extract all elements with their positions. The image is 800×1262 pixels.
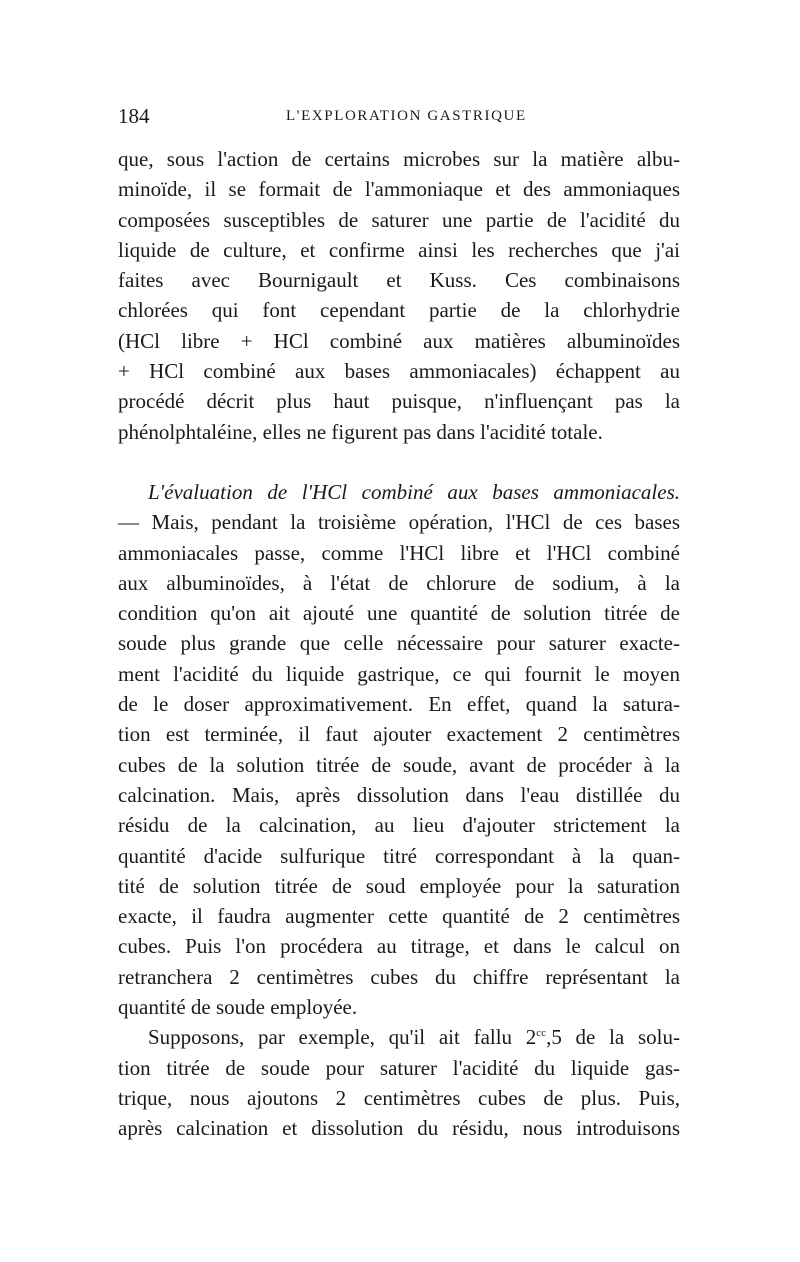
text-line: liquide de culture, et confirme ainsi les recherches que j'ai [118, 237, 680, 262]
text-line: après calcination et dissolution du résidu, nous introduisons [118, 1116, 680, 1141]
text-line: — Mais, pendant la troisième opération, l'HCl de ces bases [118, 510, 680, 535]
text-line: procédé décrit plus haut puisque, n'influençant pas la [118, 389, 680, 414]
text-line: de le doser approximativement. En effet, quand la satura- [118, 692, 680, 717]
running-title: L'EXPLORATION GASTRIQUE [286, 108, 527, 124]
text-line: condition qu'on ait ajouté une quantité de solution titrée de [118, 601, 680, 626]
text-line: quantité d'acide sulfurique titré correspondant à la quan- [118, 843, 680, 868]
text-line: que, sous l'action de certains microbes sur la matière albu- [118, 147, 680, 171]
superscript-unit: cc [536, 1027, 547, 1040]
text-fragment: ,5 de la solu- [546, 1025, 680, 1050]
text-line: retranchera 2 centimètres cubes du chiffre représentant la [118, 964, 680, 989]
paragraph-1 [118, 144, 680, 447]
text-line: quantité de soude employée. [118, 995, 358, 1020]
text-line: (HCl libre + HCl combiné aux matières albuminoïdes [118, 328, 680, 353]
text-line: composées susceptibles de saturer une partie de l'acidité du [118, 207, 680, 232]
text-line: cubes de la solution titrée de soude, avant de procéder à la [118, 752, 680, 777]
text-line: minoïde, il se formait de l'ammoniaque et des ammoniaques [118, 177, 680, 202]
book-page [118, 104, 680, 1144]
paragraph-3 [118, 1022, 680, 1143]
text-line: tion titrée de soude pour saturer l'acidité du liquide gas- [118, 1055, 680, 1080]
text-line: trique, nous ajoutons 2 centimètres cubes de plus. Puis, [118, 1085, 680, 1110]
text-line: exacte, il faudra augmenter cette quantité de 2 centimètres [118, 904, 680, 929]
page-number: 184 [118, 104, 150, 128]
text-line: ment l'acidité du liquide gastrique, ce qui fournit le moyen [118, 661, 680, 686]
text-line: phénolphtaléine, elles ne figurent pas dans l'acidité totale. [118, 419, 603, 444]
text-fragment: Supposons, par exemple, qu'il ait fallu 2 [148, 1025, 537, 1050]
paragraph-gap [118, 447, 680, 477]
text-line: tité de solution titrée de soud employée pour la saturation [118, 873, 680, 898]
text-line: calcination. Mais, après dissolution dans l'eau distillée du [118, 782, 680, 807]
text-line: aux albuminoïdes, à l'état de chlorure de sodium, à la [118, 570, 680, 595]
text-line: tion est terminée, il faut ajouter exactement 2 centimètres [118, 722, 680, 747]
text-line: ammoniacales passe, comme l'HCl libre et l'HCl combiné [118, 540, 680, 565]
text-line: cubes. Puis l'on procédera au titrage, et dans le calcul on [118, 934, 680, 959]
paragraph-2 [118, 477, 680, 1022]
text-line: chlorées qui font cependant partie de la chlorhydrie [118, 298, 680, 323]
running-head [118, 104, 680, 144]
text-line [118, 1022, 680, 1052]
text-line: + HCl combiné aux bases ammoniacales) échappent au [118, 359, 680, 384]
text-line: faites avec Bournigault et Kuss. Ces combinaisons [118, 268, 680, 293]
text-line: soude plus grande que celle nécessaire pour saturer exacte- [118, 631, 680, 656]
section-heading: L'évaluation de l'HCl combiné aux bases ammoniacales. [148, 479, 680, 504]
text-line: résidu de la calcination, au lieu d'ajouter strictement la [118, 813, 680, 838]
